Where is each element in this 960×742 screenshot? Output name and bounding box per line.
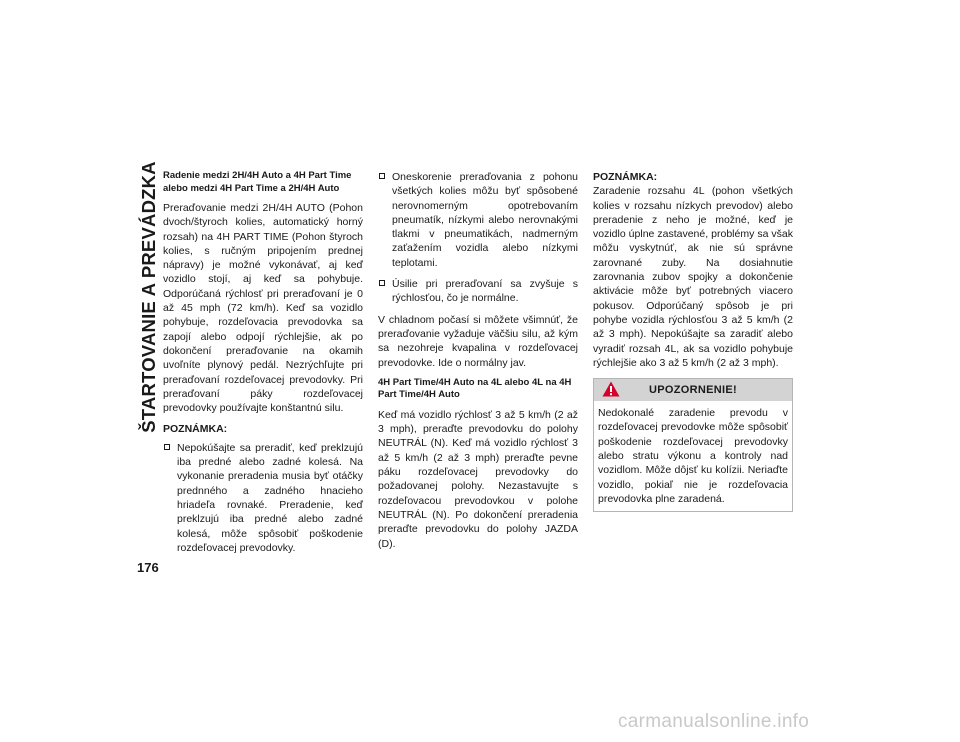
bullet-box-icon <box>379 173 385 179</box>
shift-4l-paragraph: Keď má vozidlo rýchlosť 3 až 5 km/h (2 až 3 mph), preraďte prevodovku do polohy NEUTRÁL (N). Keď má vozidlo rýchlosť 3 až 5 km/h (2 až 3 mph) preraďte pevne páku rozdeľovacej prevodovky do požadovanej polohy. Nezastavujte s rozdeľovacou prevodovkou v polohe NEUTRÁL (N). Po dokončení preradenia preraďte prevodovku do polohy JAZDA (D). <box>378 408 578 550</box>
column-1 <box>163 170 363 562</box>
note-bullet-2 <box>378 170 578 270</box>
column-2 <box>378 170 578 558</box>
bullet-box-icon <box>379 280 385 286</box>
shift-2h4h-paragraph: Preraďovanie medzi 2H/4H AUTO (Pohon dvoch/štyroch kolies, automatický horný rozsah) na 4H PART TIME (Pohon štyroch kolies, s ručným pripojením prednej nápravy) je možné vykonávať, aj keď vozidlo stojí, aj keď sa pohybuje. Odporúčaná rýchlosť pri preraďovaní je 0 až 45 mph (72 km/h). Keď sa vozidlo pohybuje, rozdeľovacia prevodovka sa zapojí alebo odpojí rýchlejšie, ak po dokončení preraďovanie na okamih uvoľníte plynový pedál. Nezrýchľujte pri preraďovaní rozdeľovacej prevodovky. Pri preraďovaní páky rozdeľovacej prevodovky používajte konštantnú silu. <box>163 202 363 415</box>
note-bullet-1-text: Nepokúšajte sa preradiť, keď preklzujú iba predné alebo zadné kolesá. Na vykonanie preradenia musia byť otáčky prednného a zadného hnacieho hriadeľa rovnaké. Preradenie, keď preklzujú iba predné alebo zadné kolesá, môže spôsobiť poškodenie rozdeľovacej prevodovky. <box>177 441 363 554</box>
note-bullet-2-text: Oneskorenie preraďovania z pohonu všetkých kolies môžu byť spôsobené nerovnomerným opotrebovaním pneumatík, nízkymi alebo nerovnakými tlakmi v pneumatikách, nadmerným zaťažením vozidla alebo nízkymi teplotami. <box>392 171 578 269</box>
cold-weather-paragraph: V chladnom počasí si môžete všimnúť, že preraďovanie vyžaduje väčšiu silu, až kým sa nezohreje kvapalina v rozdeľovacej prevodovke. Ide o normálny jav. <box>378 313 578 369</box>
note-title: POZNÁMKA: <box>163 423 228 436</box>
warning-box <box>593 378 793 512</box>
shift-2h4h-heading: Radenie medzi 2H/4H Auto a 4H Part Time alebo medzi 4H Part Time a 2H/4H Auto <box>163 170 352 194</box>
note-bullet-3 <box>378 277 578 306</box>
note-title: POZNÁMKA: <box>593 171 658 183</box>
watermark: carmanualsonline.info <box>618 711 810 732</box>
note-bullet-1 <box>163 441 363 555</box>
note-bullet-3-text: Úsilie pri preraďovaní sa zvyšuje s rýchlosťou, čo je normálne. <box>392 278 578 305</box>
note-4l-paragraph: Zaradenie rozsahu 4L (pohon všetkých kolies v rozsahu nízkych prevodov) alebo preradenie z neho je možné, keď je vozidlo úplne zastavené, problémy sa však môžu vyskytnúť, ak nie sú správne zarovnané zuby. Na dosiahnutie zarovnania zubov spojky a dokončenie aktivácie môže byť potrebných viacero pokusov. Odporúčaný spôsob je pri pohybe vozidla rýchlosťou 3 až 5 km/h (2 až 3 mph). Nepokúšajte sa zaradiť alebo vyradiť rozsah 4L, ak sa vozidlo pohybuje rýchlejšie ako 3 až 5 km/h (2 až 3 mph). <box>593 185 793 369</box>
warning-title: UPOZORNENIE! <box>649 384 737 396</box>
shift-4l-heading: 4H Part Time/4H Auto na 4L alebo 4L na 4H Part Time/4H Auto <box>378 376 572 401</box>
column-3 <box>593 170 793 512</box>
page-number: 176 <box>137 560 159 575</box>
warning-text: Nedokonalé zaradenie prevodu v rozdeľovacej prevodovke môže spôsobiť poškodenie rozdeľovacej prevodovky alebo stratu výkonu a kontroly nad vozidlom. Môže dôjsť ku kolízii. Neriaďte vozidlo, pokiaľ nie je rozdeľovacia prevodovka plne zaradená. <box>598 407 788 505</box>
warning-header <box>594 379 792 401</box>
bullet-box-icon <box>164 444 170 450</box>
section-title <box>137 160 161 433</box>
section-title-text: ŠTARTOVANIE A PREVÁDZKA <box>138 160 159 433</box>
warning-triangle-icon <box>602 381 620 397</box>
